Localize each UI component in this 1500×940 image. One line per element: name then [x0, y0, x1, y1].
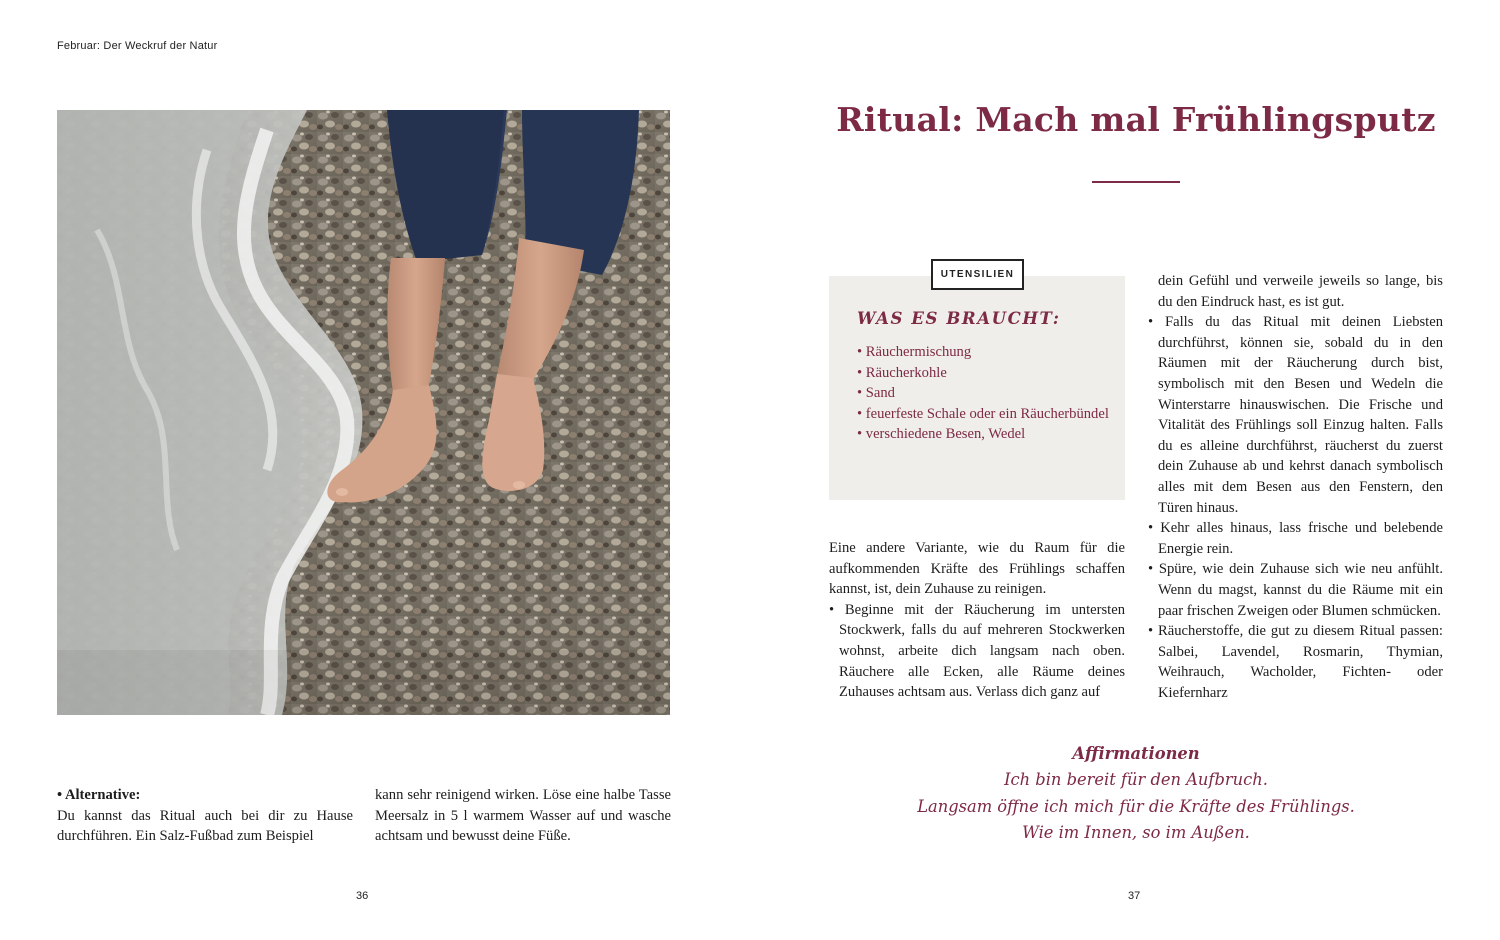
utensil-item: • feuerfeste Schale oder ein Räucherbündel: [857, 404, 1115, 425]
beach-feet-photo: [57, 110, 670, 715]
affirmation-line: Langsam öffne ich mich für die Kräfte des Frühlings.: [917, 796, 1355, 816]
bullet-text: Räucherstoffe, die gut zu diesem Ritual passen: Salbei, Lavendel, Rosmarin, Thymian, Weihrauch, Wacholder, Fichten- oder Kiefernharz: [1158, 623, 1443, 701]
alternative-text-1: Du kannst das Ritual auch bei dir zu Hause durchführen. Ein Salz-Fußbad zum Beispiel: [57, 807, 353, 845]
alternative-text-2: kann sehr reinigend wirken. Löse eine halbe Tasse Meersalz in 5 l warmem Wasser auf und wasche achtsam und bewusst deine Füße.: [375, 787, 671, 845]
alternative-column-1: [57, 785, 353, 847]
bullet-text: Beginne mit der Räucherung im untersten Stockwerk, falls du auf mehreren Stockwerken wohnst, arbeite dich langsam nach oben. Räuchere alle Ecken, alle Räume deines Zuhauses achtsam aus. Verlass dich ganz auf: [839, 601, 1125, 701]
affirmation-line: Ich bin bereit für den Aufbruch.: [1004, 770, 1268, 790]
alternative-label: • Alternative:: [57, 787, 141, 803]
intro-paragraph: Eine andere Variante, wie du Raum für die aufkommenden Kräfte des Frühlings schaffen kannst, ist, dein Zuhause zu reinigen.: [829, 540, 1125, 598]
utensils-heading: WAS ES BRAUCHT:: [857, 309, 1061, 328]
utensils-list: [857, 342, 1115, 445]
utensils-tag: UTENSILIEN: [931, 259, 1024, 290]
affirmations-title: Affirmationen: [1072, 744, 1200, 763]
alternative-column-2: [375, 785, 671, 847]
bullet-continuation: dein Gefühl und verweile jeweils so lange, bis du den Eindruck hast, es ist gut.: [1158, 273, 1443, 310]
running-head: Februar: Der Weckruf der Natur: [57, 40, 218, 52]
utensil-item: • Räucherkohle: [857, 363, 1115, 384]
utensil-item: • Räuchermischung: [857, 342, 1115, 363]
title-divider: [1092, 181, 1180, 183]
instructions-column-1: [829, 538, 1125, 703]
bullet-text: Falls du das Ritual mit deinen Liebsten durchführst, können sie, sobald du in den Räumen mit der Räucherung durch bist, symbolisch mit den Besen und Wedeln die Winterstarre hinauswischen. Die Frische und Vitalität des Frühlings soll Einzug halten. Falls du es alleine durchführst, räucherst du zuerst dein Zuhause ab und kehrst danach symbolisch alles mit dem Besen aus den Fenstern, den Türen hinaus.: [1158, 314, 1443, 516]
page-number-right: 37: [1128, 890, 1141, 902]
utensil-item: • Sand: [857, 383, 1115, 404]
affirmation-line: Wie im Innen, so im Außen.: [1022, 823, 1250, 843]
bullet-item: [1148, 559, 1443, 621]
page-number-left: 36: [356, 890, 369, 902]
bullet-text: Kehr alles hinaus, lass frische und belebende Energie rein.: [1158, 520, 1443, 557]
page-title: Ritual: Mach mal Frühlingsputz: [836, 100, 1436, 139]
bullet-text: Spüre, wie dein Zuhause sich wie neu anfühlt. Wenn du magst, kannst du die Räume mit ein paar frischen Zweigen oder Blumen schmücken.: [1158, 561, 1443, 619]
affirmations-block: [860, 741, 1412, 847]
utensil-item: • verschiedene Besen, Wedel: [857, 424, 1115, 445]
instructions-column-2: [1148, 271, 1443, 703]
bullet-item: [829, 600, 1125, 703]
bullet-item: [1148, 518, 1443, 559]
bullet-item: [1148, 621, 1443, 703]
bullet-item: [1148, 312, 1443, 518]
